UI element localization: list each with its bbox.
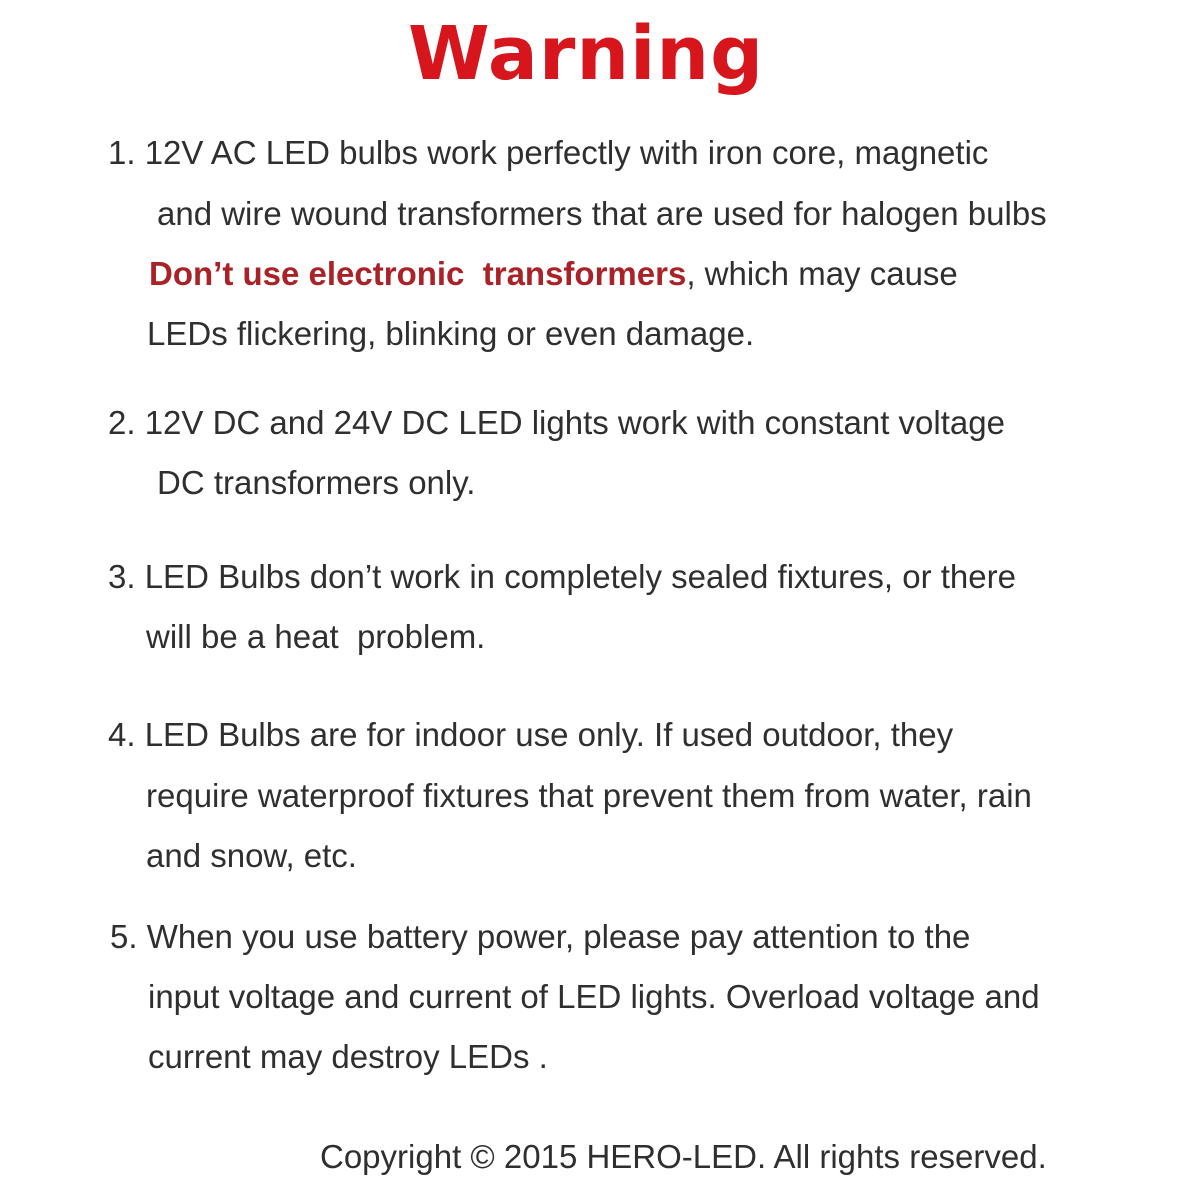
copyright-notice: Copyright © 2015 HERO-LED. All rights reserved. [320,1138,1047,1175]
item-2-line-2: DC transformers only. [157,464,476,501]
warning-title: Warning [407,11,765,97]
item-4-number: 4. [108,716,136,753]
item-1-text-1: 12V AC LED bulbs work perfectly with iron core, magnetic [144,134,989,171]
item-2-number: 2. [108,404,136,441]
item-1-highlight: Don’t use electronic transformers [149,255,687,292]
item-1-highlight-rest: , which may cause [686,255,958,292]
item-3-number: 3. [108,558,136,595]
item-5-number: 5. [110,918,138,955]
item-3-line-1 [108,557,1016,597]
item-1-line-4: LEDs flickering, blinking or even damage. [147,315,755,352]
item-1-number: 1. [108,134,136,171]
item-5-line-3: current may destroy LEDs . [148,1038,548,1075]
item-1-line-1 [108,133,988,173]
item-4-line-1 [108,715,953,755]
item-3-line-2: will be a heat problem. [146,618,486,655]
item-2-text-1: 12V DC and 24V DC LED lights work with constant voltage [144,404,1005,441]
item-5-line-1 [110,917,970,957]
item-3-text-1: LED Bulbs don’t work in completely sealed fixtures, or there [144,558,1016,595]
item-4-text-1: LED Bulbs are for indoor use only. If used outdoor, they [144,716,954,753]
item-1-line-3 [149,254,958,294]
item-4-line-2: require waterproof fixtures that prevent them from water, rain [146,777,1032,814]
item-5-line-2: input voltage and current of LED lights. Overload voltage and [148,978,1040,1015]
item-5-text-1: When you use battery power, please pay attention to the [146,918,971,955]
item-4-line-3: and snow, etc. [146,837,357,874]
item-1-line-2: and wire wound transformers that are used for halogen bulbs [157,195,1047,232]
item-2-line-1 [108,403,1005,443]
